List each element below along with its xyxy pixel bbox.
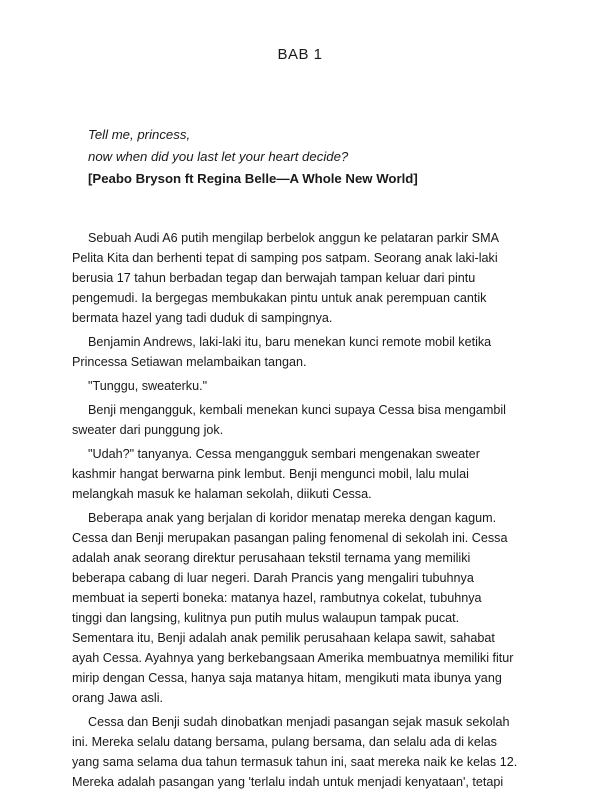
paragraph: "Udah?" tanyanya. Cessa mengangguk sembari mengenakan sweater kashmir hangat berwarna pink lembut. Benji mengunci mobil, lalu mulai melangkah masuk ke halaman sekolah, diikuti Cessa. [72,447,480,501]
epigraph [88,124,418,190]
paragraph: Sebuah Audi A6 putih mengilap berbelok anggun ke pelataran parkir SMA Pelita Kita dan berhenti tepat di samping pos satpam. Seorang anak laki-laki berusia 17 tahun berbadan tegap dan berwajah tampan keluar dari pintu pengemudi. Ia bergegas membukakan pintu untuk anak perempuan cantik bermata hazel yang tadi duduk di sampingnya. [72,231,499,325]
paragraph: "Tunggu, sweaterku." [88,379,208,393]
paragraph: Beberapa anak yang berjalan di koridor menatap mereka dengan kagum. Cessa dan Benji merupakan pasangan paling fenomenal di sekolah ini. Cessa adalah anak seorang direktur perusahaan tekstil ternama yang memiliki beberapa cabang di luar negeri. Darah Prancis yang mengaliri tubuhnya membuat ia seperti boneka: matanya hazel, rambutnya cokelat, tubuhnya tinggi dan langsing, kulitnya pun putih mulus walaupun tampak pucat. Sementara itu, Benji adalah anak pemilik perusahaan kelapa sawit, sahabat ayah Cessa. Ayahnya yang berkebangsaan Amerika membuatnya memiliki fitur mirip dengan Cessa, hanya saja matanya hitam, mengikuti mata ibunya yang orang Jawa asli. [72,511,514,705]
epigraph-credit: [Peabo Bryson ft Regina Belle—A Whole New World] [88,171,418,186]
paragraph: Benjamin Andrews, laki-laki itu, baru menekan kunci remote mobil ketika Princessa Setiawan melambaikan tangan. [72,335,492,369]
chapter-title: BAB 1 [277,46,323,63]
paragraph: Benji mengangguk, kembali menekan kunci supaya Cessa bisa mengambil sweater dari punggung jok. [72,403,506,437]
body-text [72,228,542,796]
paragraph: Cessa dan Benji sudah dinobatkan menjadi pasangan sejak masuk sekolah ini. Mereka selalu datang bersama, pulang bersama, dan selalu ada di kelas yang sama selama dua tahun termasuk tahun ini, saat mereka naik ke kelas 12. Mereka adalah pasangan yang 'terlalu indah untuk menjadi kenyataan', tetapi [72,715,518,789]
epigraph-line-2: now when did you last let your heart decide? [88,149,349,164]
epigraph-line-1: Tell me, princess, [88,127,191,142]
